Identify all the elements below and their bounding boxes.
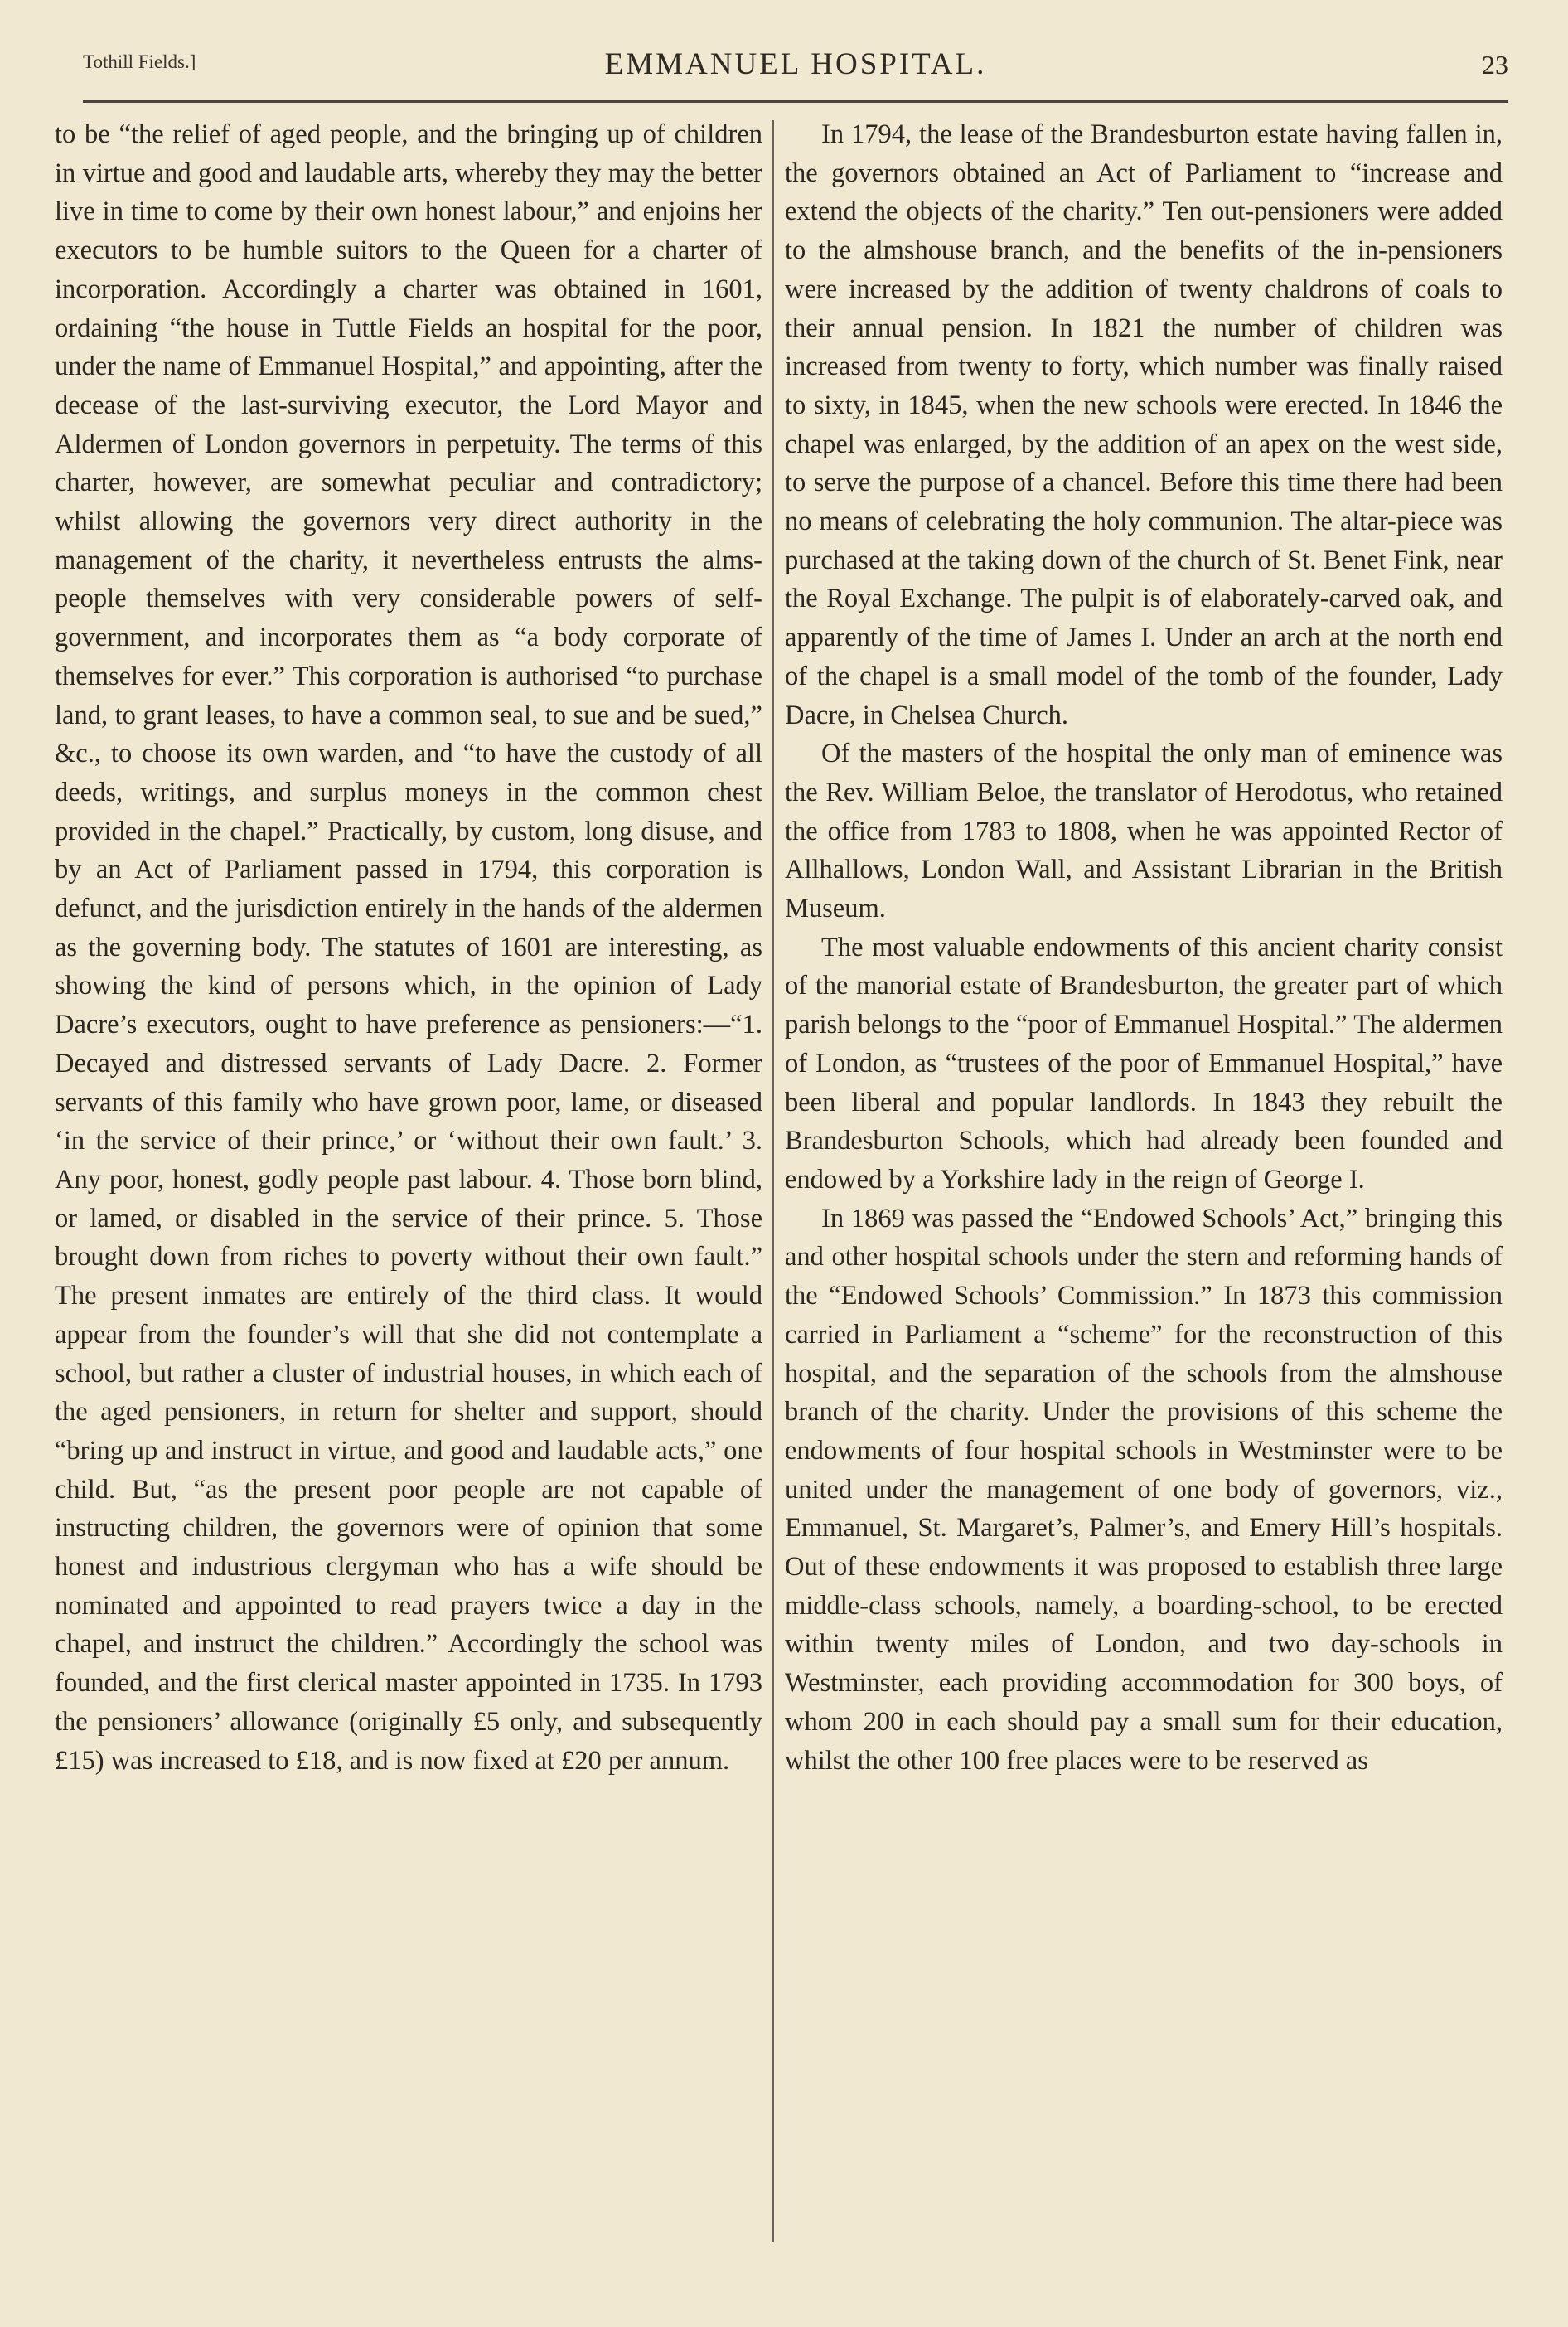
header-title: EMMANUEL HOSPITAL. (604, 47, 987, 81)
right-column (785, 115, 1503, 1780)
header-section-label: Tothill Fields.] (83, 51, 196, 72)
column-divider (772, 120, 774, 2242)
page-number: 23 (1482, 50, 1508, 80)
running-header (83, 46, 1508, 96)
left-column (55, 115, 762, 1780)
right-paragraph-3: The most valuable endowments of this ancient charity consist of the manorial estate of Brandesburton, the greater part of which parish belongs to the “poor of Emmanuel Hospital.” The aldermen of London, as “trustees of the poor of Emmanuel Hospital,” have been liberal and popular landlords. In 1843 they rebuilt the Brandesburton Schools, which had already been founded and endowed by a Yorkshire lady in the reign of George I. (785, 932, 1503, 1195)
right-paragraph-2: Of the masters of the hospital the only man of eminence was the Rev. William Beloe, the translator of Herodotus, who retained the office from 1783 to 1808, when he was appointed Rector of Allhallows, London Wall, and Assistant Librarian in the British Museum. (785, 739, 1503, 924)
left-paragraph-1: to be “the relief of aged people, and the bringing up of children in virtue and good and laudable arts, whereby they may the better live in time to come by their own honest labour,” and enjoins her executors to be humble suitors to the Queen for a charter of incorporation. Accordingly a charter was obtained in 1601, ordaining “the house in Tuttle Fields an hospital for the poor, under the name of Emmanuel Hospital,” and appointing, after the decease of the last-surviving executor, the Lord Mayor and Aldermen of London governors in perpetuity. The terms of this charter, however, are somewhat peculiar and contradictory; whilst allowing the governors very direct authority in the management of the charity, it nevertheless entrusts the alms-people themselves with very considerable powers of self-government, and incorporates them as “a body corporate of themselves for ever.” This corporation is authorised “to purchase land, to grant leases, to have a common seal, to sue and be sued,” &c., to choose its own warden, and “to have the custody of all deeds, writings, and surplus moneys in the common chest provided in the chapel.” Practically, by custom, long disuse, and by an Act of Parliament passed in 1794, this corporation is defunct, and the jurisdiction entirely in the hands of the aldermen as the governing body. The statutes of 1601 are interesting, as showing the kind of persons which, in the opinion of Lady Dacre’s executors, ought to have preference as pensioners:—“1. Decayed and distressed servants of Lady Dacre. 2. Former servants of this family who have grown poor, lame, or diseased ‘in the service of their prince,’ or ‘without their own fault.’ 3. Any poor, honest, godly people past labour. 4. Those born blind, or lamed, or disabled in the service of their prince. 5. Those brought down from riches to poverty without their own fault.” The present inmates are entirely of the third class. It would appear from the founder’s will that she did not contemplate a school, but rather a cluster of industrial houses, in which each of the aged pensioners, in return for shelter and support, should “bring up and instruct in virtue, and good and laudable acts,” one child. But, “as the present poor people are not capable of instructing children, the governors were of opinion that some honest and industrious clergyman who has a wife should be nominated and appointed to read prayers twice a day in the chapel, and instruct the children.” Accordingly the school was founded, and the first clerical master appointed in 1735. In 1793 the pensioners’ allowance (originally £5 only, and subsequently £15) was increased to £18, and is now fixed at £20 per annum. (55, 119, 762, 1776)
right-paragraph-1: In 1794, the lease of the Brandesburton estate having fallen in, the governors obtained an Act of Parliament to “increase and extend the objects of the charity.” Ten out-pensioners were added to the almshouse branch, and the benefits of the in-pensioners were increased by the addition of twenty chaldrons of coals to their annual pension. In 1821 the number of children was increased from twenty to forty, which number was finally raised to sixty, in 1845, when the new schools were erected. In 1846 the chapel was enlarged, by the addition of an apex on the west side, to serve the purpose of a chancel. Before this time there had been no means of celebrating the holy communion. The altar-piece was purchased at the taking down of the church of St. Benet Fink, near the Royal Exchange. The pulpit is of elaborately-carved oak, and apparently of the time of James I. Under an arch at the north end of the chapel is a small model of the tomb of the founder, Lady Dacre, in Chelsea Church. (785, 119, 1503, 730)
right-paragraph-4: In 1869 was passed the “Endowed Schools’ Act,” bringing this and other hospital schools under the stern and reforming hands of the “Endowed Schools’ Commission.” In 1873 this commission carried in Parliament a “scheme” for the reconstruction of this hospital, and the separation of the schools from the almshouse branch of the charity. Under the provisions of this scheme the endowments of four hospital schools in Westminster were to be united under the management of one body of governors, viz., Emmanuel, St. Margaret’s, Palmer’s, and Emery Hill’s hospitals. Out of these endowments it was proposed to establish three large middle-class schools, namely, a boarding-school, to be erected within twenty miles of London, and two day-schools in Westminster, each providing accommodation for 300 boys, of whom 200 in each should pay a small sum for their education, whilst the other 100 free places were to be reserved as (785, 1203, 1503, 1776)
header-rule (83, 100, 1508, 103)
